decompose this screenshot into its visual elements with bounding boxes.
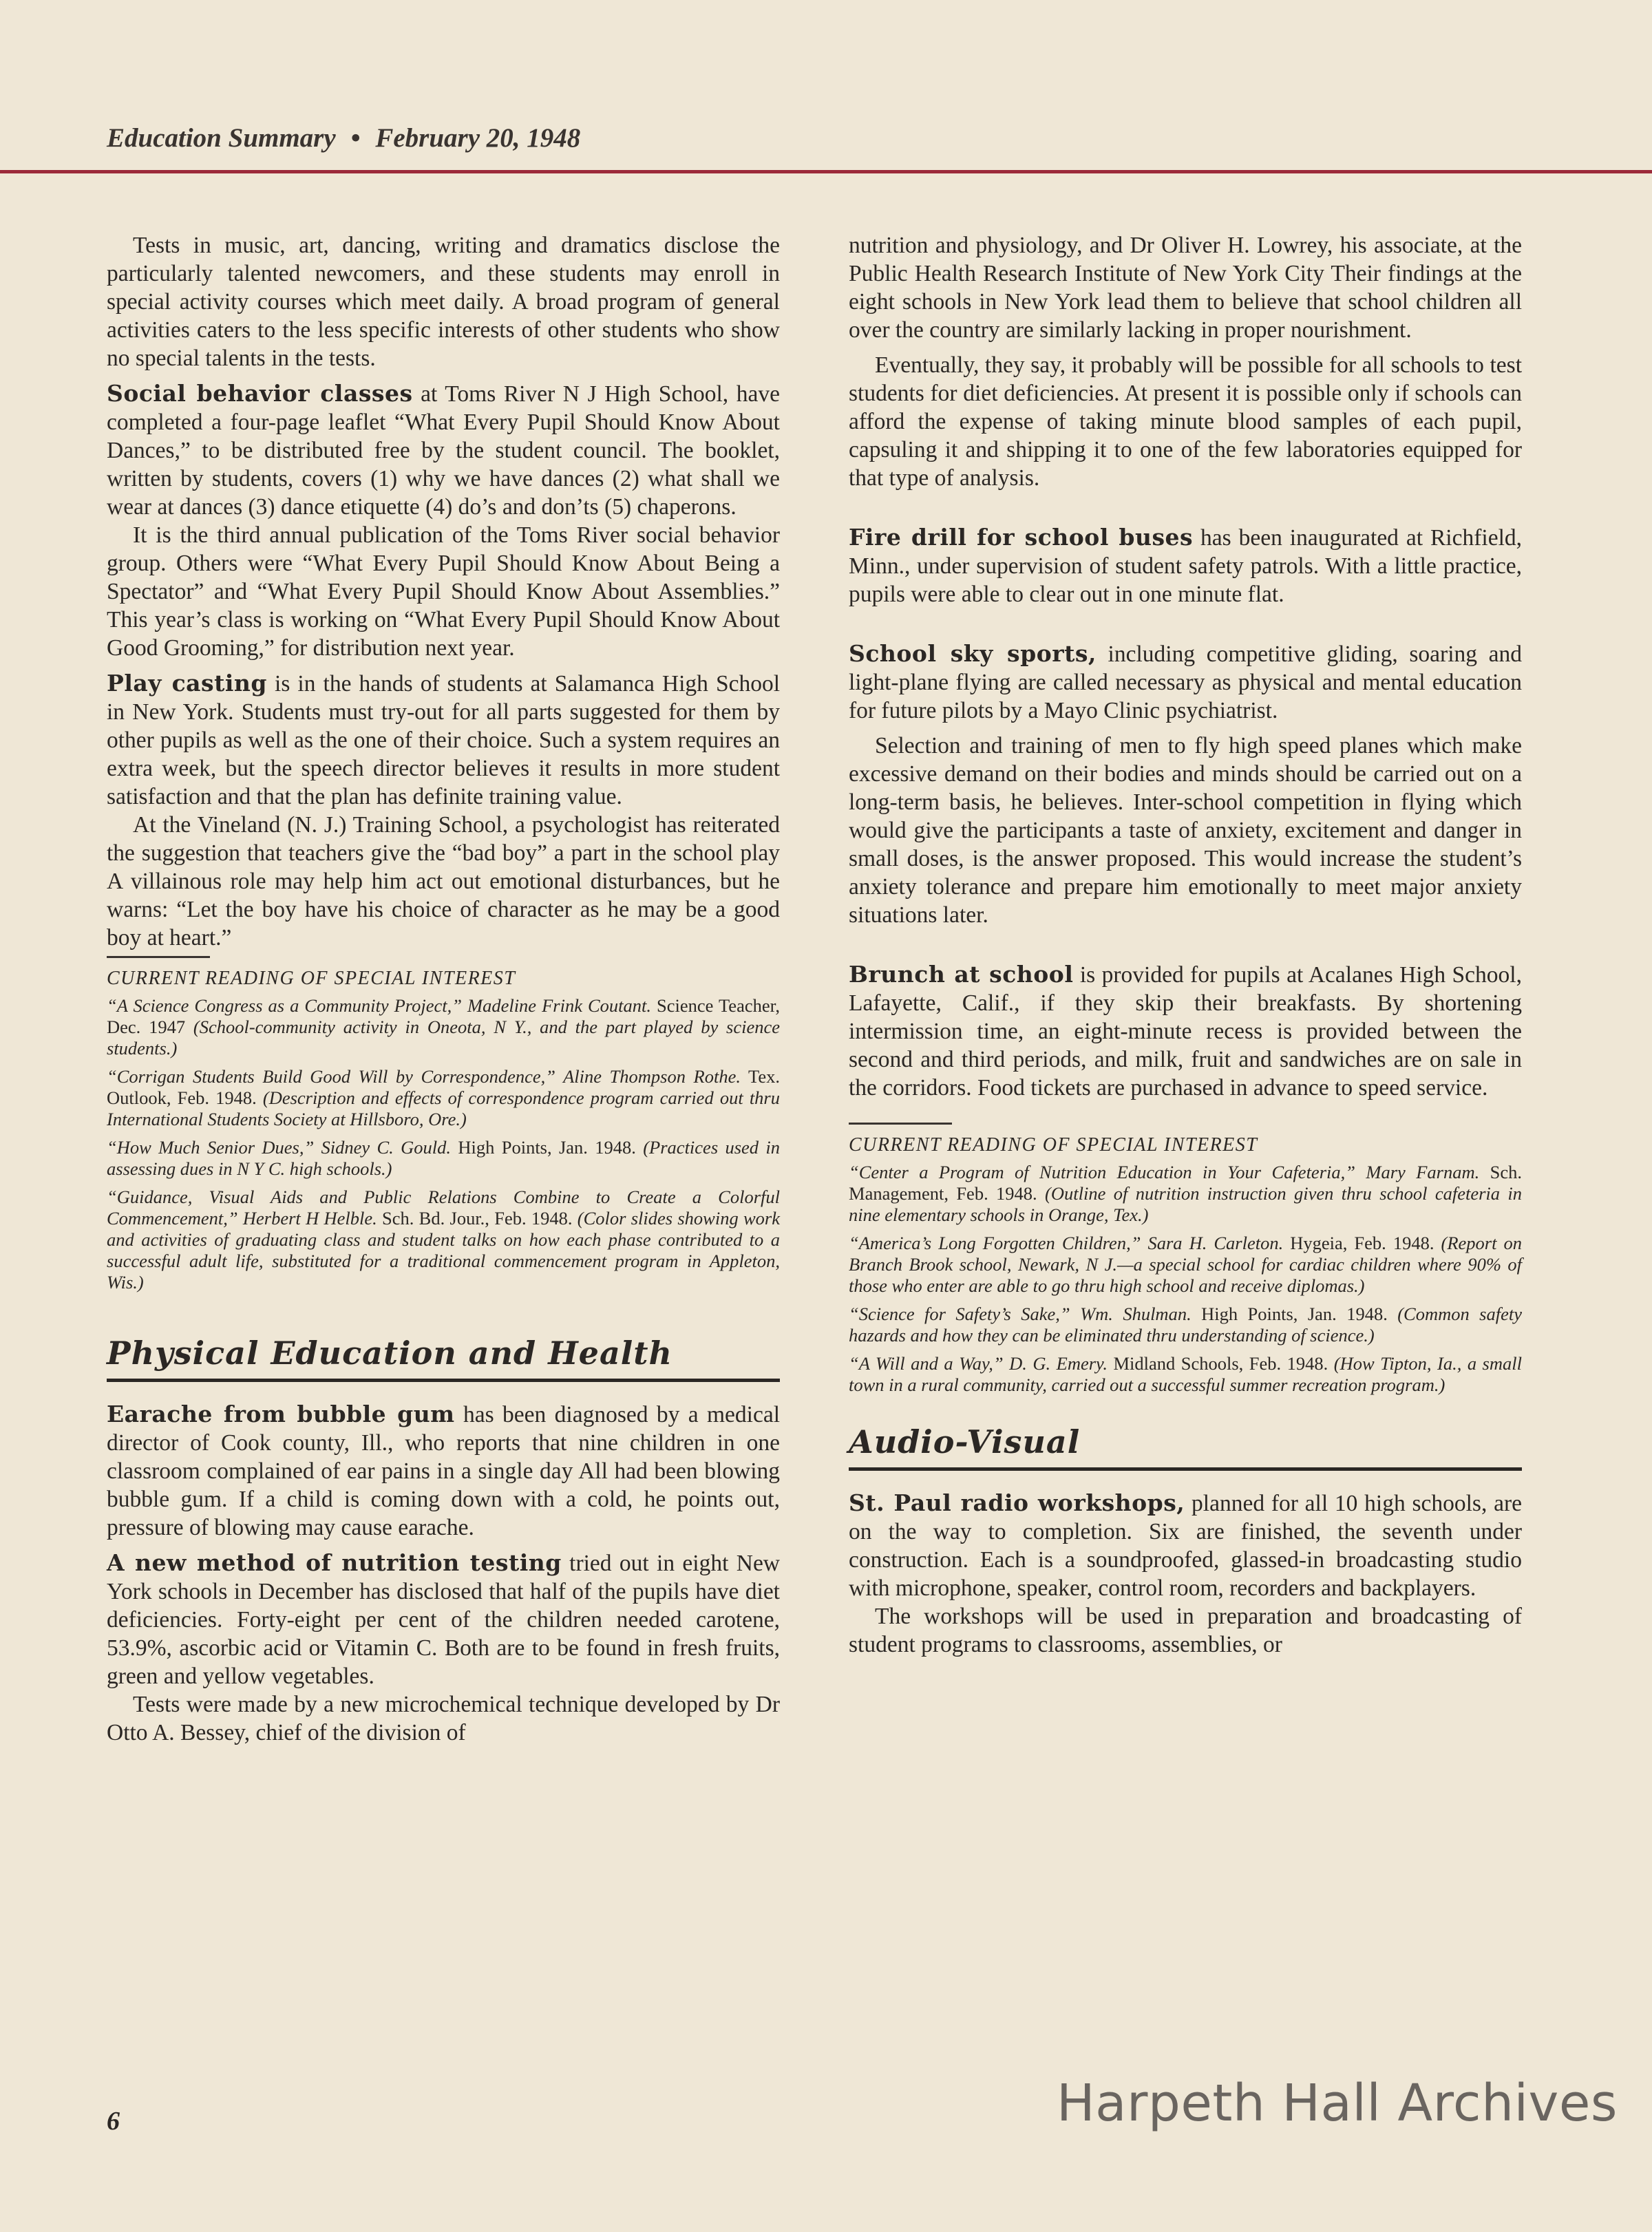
reading-heading: CURRENT READING OF SPECIAL INTEREST	[107, 968, 516, 989]
reading-item: “Science for Safety’s Sake,” Wm. Shulman. High Points, Jan. 1948. (Common safety hazards and how they can be eliminated thru understanding of science.)	[849, 1304, 1522, 1346]
article-nutrition-testing: A new method of nutrition testing tried out in eight New York schools in December has disclosed that half of the pupils have diet deficiencies. Forty-eight per cent of the children needed carotene, 53.9%, ascorbic acid or Vitamin C. Both are to be found in fresh fruits, green and yellow vegetables.	[107, 1549, 780, 1689]
article-paragraph: It is the third annual publication of the Toms River social behavior group. Others were “What Every Pupil Should Know About Being a Spectator” and “What Every Pupil Should Know About Assemblies.” This year’s class is working on “What Every Pupil Should Know About Good Grooming,” for distribution next year.	[107, 522, 780, 661]
article-earache: Earache from bubble gum has been diagnosed by a medical director of Cook county, Ill., who reports that nine children in one classroom complained of ear pains in a single day All had been blowing bubble gum. If a child is coming down with a cold, he points out, pressure of blowing may cause earache.	[107, 1401, 781, 1540]
reading-item: “A Science Congress as a Community Project,” Madeline Frink Coutant. Science Teacher, Dec. 1947 (School-community activity in Oneota, N Y., and the part played by science students.)	[107, 995, 780, 1059]
right-column	[849, 231, 1522, 1659]
article-lead: Earache from bubble gum	[107, 1401, 455, 1427]
article-lead: Social behavior classes	[107, 380, 413, 407]
reading-rule	[107, 956, 210, 958]
publication-name: Education Summary	[107, 123, 336, 153]
article-fire-drill: Fire drill for school buses has been inaugurated at Richfield, Minn., under supervision of student safety patrols. With a little practice, pupils were able to clear out in one minute flat.	[849, 524, 1523, 607]
article-paragraph: At the Vineland (N. J.) Training School, a psychologist has reiterated the suggestion that teachers give the “bad boy” a part in the school play A villainous role may help him act out emotional disturbances, but he warns: “Let the boy have his choice of character as he may be a good boy at heart.”	[107, 812, 780, 950]
running-header	[107, 123, 1483, 153]
article-paragraph: Eventually, they say, it probably will be possible for all schools to test students for diet deficiencies. At present it is possible only if schools can afford the expense of taking minute blood samples of each pupil, capsuling it and shipping it to one of the few laboratories equipped for that type of analysis.	[849, 352, 1522, 491]
page-number: 6	[107, 2107, 120, 2136]
section-rule	[849, 1467, 1522, 1471]
reading-item: “Corrigan Students Build Good Will by Correspondence,” Aline Thompson Rothe. Tex. Outlook, Feb. 1948. (Description and effects of correspondence program carried out thru International Students Society at Hillsboro, Ore.)	[107, 1066, 781, 1129]
article-lead: St. Paul radio workshops,	[849, 1489, 1185, 1516]
reading-heading: CURRENT READING OF SPECIAL INTEREST	[849, 1134, 1258, 1156]
article-lead: Fire drill for school buses	[849, 524, 1194, 551]
article-lead: Play casting	[107, 670, 267, 697]
article-paragraph: Selection and training of men to fly high speed planes which make excessive demand on their bodies and minds should be carried out on a long-term basis, he believes. Inter-school competition in flying which would give the participants a taste of anxiety, excitement and danger in small doses, is the answer proposed. This would increase the student’s anxiety tolerance and prepare him emotionally to meet major anxiety situations later.	[849, 733, 1522, 928]
current-reading-right	[849, 1123, 1522, 1396]
article-sky-sports: School sky sports, including competitive gliding, soaring and light-plane flying are called necessary as physical and mental education for future pilots by a Mayo Clinic psychiatrist.	[849, 640, 1522, 723]
archive-watermark: Harpeth Hall Archives	[1057, 2074, 1618, 2133]
article-lead: Brunch at school	[849, 961, 1074, 988]
article-continuation: nutrition and physiology, and Dr Oliver H. Lowrey, his associate, at the Public Health Research Institute of New York City Their findings at the eight schools in New York lead them to believe that school children all over the country are similarly lacking in proper nourishment.	[849, 233, 1522, 343]
article-play-casting: Play casting is in the hands of students at Salamanca High School in New York. Students must try-out for all parts suggested for them by other pupils as well as the one of their choice. Such a system requires an extra week, but the speech director believes it results in more student satisfaction and that the plan has definite training value.	[107, 670, 781, 809]
reading-item: “A Will and a Way,” D. G. Emery. Midland Schools, Feb. 1948. (How Tipton, Ia., a small town in a rural community, carried out a successful summer recreation program.)	[849, 1353, 1522, 1395]
section-title-physical-education: Physical Education and Health	[107, 1335, 673, 1372]
reading-rule	[849, 1123, 952, 1125]
article-lead: School sky sports,	[849, 640, 1097, 667]
section-title-audio-visual: Audio-Visual	[849, 1423, 1081, 1460]
reading-item: “Center a Program of Nutrition Education in Your Cafeteria,” Mary Farnam. Sch. Management, Feb. 1948. (Outline of nutrition instruction given thru school cafeteria in nine elementary schools in Orange, Tex.)	[849, 1162, 1522, 1225]
issue-date: February 20, 1948	[375, 123, 581, 153]
article-paragraph: The workshops will be used in preparation and broadcasting of student programs to classrooms, assemblies, or	[849, 1604, 1522, 1657]
intro-paragraph: Tests in music, art, dancing, writing and dramatics disclose the particularly talented newcomers, and these students may enroll in special activity courses which meet daily. A broad program of general activities caters to the less specific interests of other students who show no special talents in the tests.	[107, 233, 780, 371]
current-reading-left	[107, 956, 780, 1293]
reading-item: “Guidance, Visual Aids and Public Relations Combine to Create a Colorful Commencement,” Herbert H Helble. Sch. Bd. Jour., Feb. 1948. (Color slides showing work and activities of graduating class and student talks on how each phase contributed to a successful adult life, substituted for a traditional commencement program in Appleton, Wis.)	[107, 1187, 780, 1293]
reading-item: “America’s Long Forgotten Children,” Sara H. Carleton. Hygeia, Feb. 1948. (Report on Branch Brook school, Newark, N J.—a special school for cardiac children where 90% of those who enter are able to go thru high school and receive diplomas.)	[849, 1233, 1522, 1296]
left-column	[107, 231, 780, 1747]
reading-item: “How Much Senior Dues,” Sidney C. Gould. High Points, Jan. 1948. (Practices used in assessing dues in N Y C. high schools.)	[107, 1137, 781, 1179]
article-radio-workshops: St. Paul radio workshops, planned for all 10 high schools, are on the way to completion. Six are finished, the seventh under construction. Each is a soundproofed, glassed-in broadcasting studio with microphone, speaker, control room, recorders and backplayers.	[849, 1489, 1522, 1601]
article-social-behavior: Social behavior classes at Toms River N J High School, have completed a four-page leaflet “What Every Pupil Should Know About Dances,” to be distributed free by the student council. The booklet, written by students, covers (1) why we have dances (2) what shall we wear at dances (3) dance etiquette (4) do’s and don’ts (5) chaperons.	[107, 380, 780, 520]
article-paragraph: Tests were made by a new microchemical technique developed by Dr Otto A. Bessey, chief of the division of	[107, 1692, 780, 1745]
article-lead: A new method of nutrition testing	[107, 1549, 562, 1576]
header-rule	[0, 170, 1652, 173]
section-rule	[107, 1379, 780, 1382]
header-separator: •	[350, 123, 361, 153]
article-brunch: Brunch at school is provided for pupils at Acalanes High School, Lafayette, Calif., if they skip their breakfasts. By shortening intermission time, an eight-minute recess is provided between the second and third periods, and milk, fruit and sandwiches are on sale in the corridors. Food tickets are purchased in advance to speed service.	[849, 961, 1522, 1101]
